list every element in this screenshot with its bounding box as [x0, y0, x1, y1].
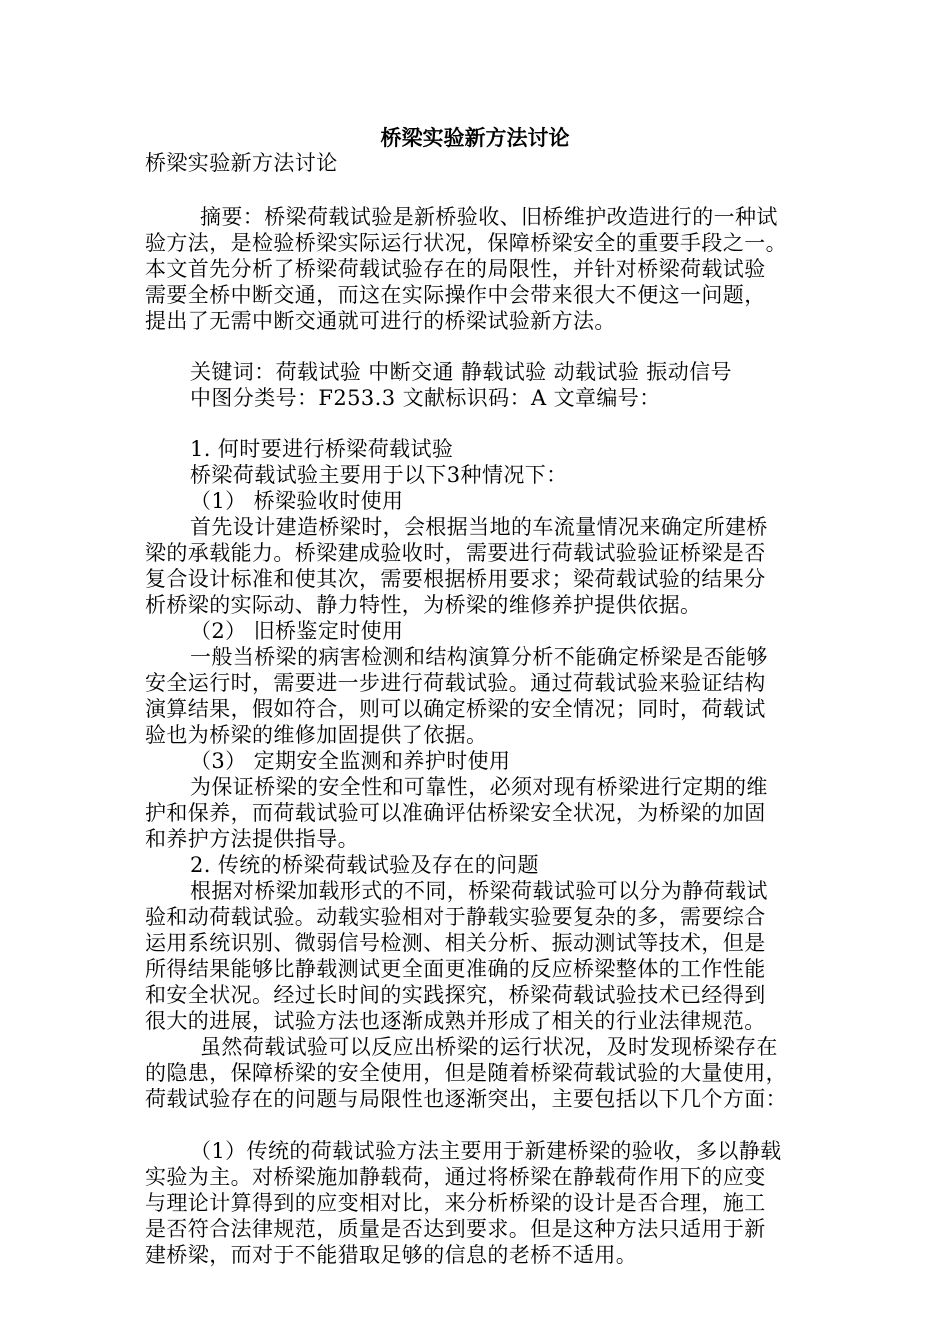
- paragraph-line: 梁的承载能力。桥梁建成验收时，需要进行荷载试验验证桥梁是否: [145, 541, 766, 565]
- paragraph-line: 所得结果能够比静载测试更全面更准确的反应桥梁整体的工作性能: [145, 957, 766, 981]
- paragraph-line: 安全运行时，需要进一步进行荷载试验。通过荷载试验来验证结构: [145, 671, 766, 695]
- abstract-line: 本文首先分析了桥梁荷载试验存在的局限性，并针对桥梁荷载试验: [145, 257, 766, 281]
- document-title: 桥梁实验新方法讨论: [380, 125, 570, 150]
- paragraph-line: 演算结果，假如符合，则可以确定桥梁的安全情况；同时，荷载试: [145, 697, 766, 721]
- paragraph-line: 析桥梁的实际动、静力特性，为桥梁的维修养护提供依据。: [145, 593, 702, 617]
- paragraph-line: 很大的进展，试验方法也逐渐成熟并形成了相关的行业法律规范。: [145, 1009, 766, 1033]
- list-item-title: （1） 桥梁验收时使用: [190, 489, 404, 513]
- paragraph-line: 运用系统识别、微弱信号检测、相关分析、振动测试等技术，但是: [145, 931, 766, 955]
- classification-line: 中图分类号：F253.3 文献标识码：A 文章编号：: [190, 386, 661, 410]
- list-item-title: （2） 旧桥鉴定时使用: [190, 619, 404, 643]
- abstract-line: 需要全桥中断交通，而这在实际操作中会带来很大不便这一问题，: [145, 283, 766, 307]
- paragraph-line: 和安全状况。经过长时间的实践探究，桥梁荷载试验技术已经得到: [145, 983, 766, 1007]
- paragraph-line: 和养护方法提供指导。: [145, 827, 359, 851]
- paragraph-line: 实验为主。对桥梁施加静载荷，通过将桥梁在静载荷作用下的应变: [145, 1165, 766, 1189]
- paragraph-line: 荷载试验存在的问题与局限性也逐渐突出，主要包括以下几个方面：: [145, 1087, 787, 1111]
- paragraph-line: 验和动荷载试验。动载实验相对于静载实验要复杂的多，需要综合: [145, 905, 766, 929]
- paragraph-line: 虽然荷载试验可以反应出桥梁的运行状况，及时发现桥梁存在: [200, 1035, 778, 1059]
- paragraph-line: 一般当桥梁的病害检测和结构演算分析不能确定桥梁是否能够: [190, 645, 768, 669]
- paragraph-line: 验也为桥梁的维修加固提供了依据。: [145, 723, 488, 747]
- paragraph-line: 建桥梁，而对于不能猎取足够的信息的老桥不适用。: [145, 1243, 638, 1267]
- list-item-title: （3） 定期安全监测和养护时使用: [190, 749, 511, 773]
- paragraph-line: 复合设计标准和使其次，需要根据桥用要求；梁荷载试验的结果分: [145, 567, 766, 591]
- section-heading: 1. 何时要进行桥梁荷载试验: [190, 437, 454, 461]
- paragraph-line: 的隐患，保障桥梁的安全使用，但是随着桥梁荷载试验的大量使用，: [145, 1061, 787, 1085]
- abstract-line: 提出了无需中断交通就可进行的桥梁试验新方法。: [145, 309, 616, 333]
- abstract-line: 验方法，是检验桥梁实际运行状况，保障桥梁安全的重要手段之一。: [145, 231, 787, 255]
- paragraph-line: 根据对桥梁加载形式的不同，桥梁荷载试验可以分为静荷载试: [190, 879, 768, 903]
- paragraph-line: 是否符合法律规范，质量是否达到要求。但是这种方法只适用于新: [145, 1217, 766, 1241]
- paragraph-line: 为保证桥梁的安全性和可靠性，必须对现有桥梁进行定期的维: [190, 775, 768, 799]
- abstract-line: 摘要：桥梁荷载试验是新桥验收、旧桥维护改造进行的一种试: [200, 205, 778, 229]
- paragraph-line: 与理论计算得到的应变相对比，来分析桥梁的设计是否合理，施工: [145, 1191, 766, 1215]
- document-subtitle: 桥梁实验新方法讨论: [145, 151, 338, 175]
- paragraph-line: 桥梁荷载试验主要用于以下3种情况下：: [190, 463, 568, 487]
- section-heading: 2. 传统的桥梁荷载试验及存在的问题: [190, 853, 539, 877]
- paragraph-line: 首先设计建造桥梁时，会根据当地的车流量情况来确定所建桥: [190, 515, 768, 539]
- keywords-line: 关键词：荷载试验 中断交通 静载试验 动载试验 振动信号: [190, 360, 732, 384]
- paragraph-line: （1）传统的荷载试验方法主要用于新建桥梁的验收，多以静载: [190, 1139, 782, 1163]
- paragraph-line: 护和保养，而荷载试验可以准确评估桥梁安全状况，为桥梁的加固: [145, 801, 766, 825]
